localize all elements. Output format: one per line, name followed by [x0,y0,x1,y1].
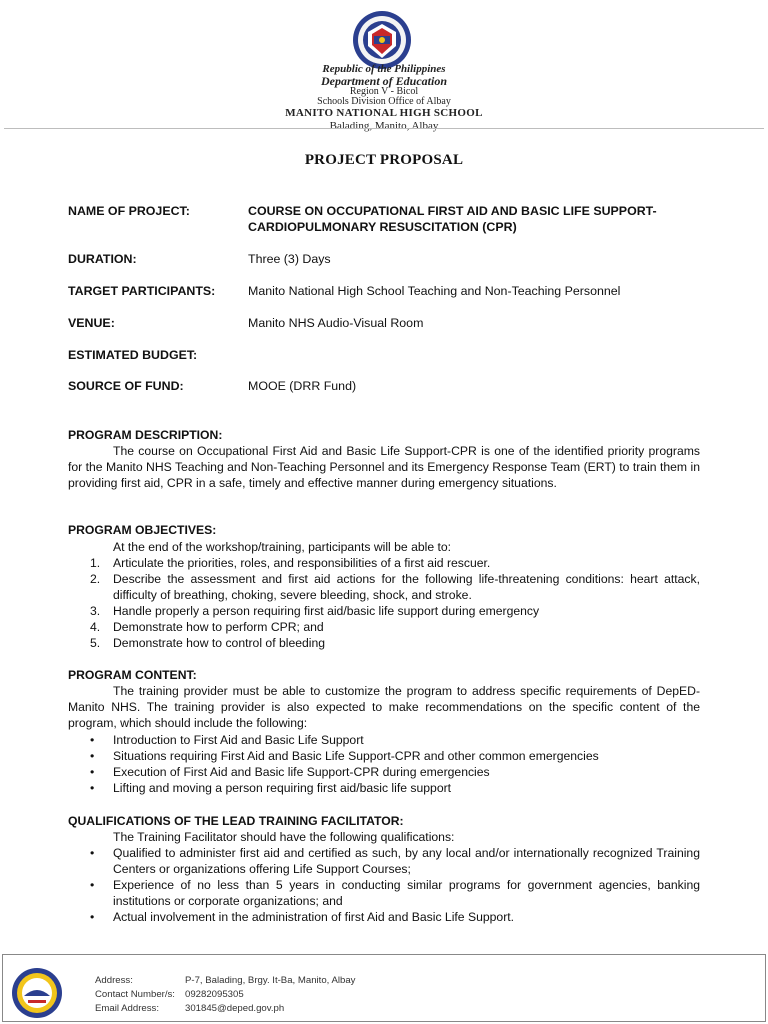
duration-value: Three (3) Days [248,252,331,266]
bullet-marker: • [90,846,95,860]
letterhead-department: Department of Education [320,74,447,88]
letterhead-region: Region V - Bicol [349,86,419,97]
footer-email-label: Email Address: [95,1003,159,1014]
list-item [68,555,700,571]
list-item [68,732,700,748]
program-objectives-heading: PROGRAM OBJECTIVES: [68,523,217,537]
list-marker: 3. [90,604,101,618]
participants-label: TARGET PARTICIPANTS: [68,284,216,298]
program-objectives-intro: At the end of the workshop/training, participants will be able to: [113,540,452,554]
list-item [68,635,700,651]
header-divider [4,128,764,129]
list-item-text: Lifting and moving a person requiring first aid/basic life support [113,781,452,795]
content-list [68,732,700,796]
program-description-text: The course on Occupational First Aid and Basic Life Support-CPR is one of the identified priority programs for the Manito NHS Teaching and Non-Teaching Personnel and its Emergency Response Team (ERT) to train them in providing first aid, CPR in a safe, timely and effective manner during emergency situations. [68,444,700,490]
list-item-text: Execution of First Aid and Basic life Support-CPR during emergencies [113,765,490,779]
footer-email-value: 301845@deped.gov.ph [185,1003,285,1014]
bullet-marker: • [90,733,95,747]
project-name-value [248,203,700,235]
list-item [68,748,700,764]
program-content-text: The training provider must be able to customize the program to address specific requirements of DepED-Manito NHS. The training provider is also expected to make recommendations on the specific content of the program, which should include the following: [68,684,700,730]
list-item-text: Experience of no less than 5 years in conducting similar programs for government agencies, banking institutions or corporate organizations; and [113,878,700,908]
list-item-text: Demonstrate how to control of bleeding [113,636,326,650]
bullet-marker: • [90,781,95,795]
letterhead-republic: Republic of the Philippines [322,63,446,75]
program-content-heading: PROGRAM CONTENT: [68,668,197,682]
list-item-text: Handle properly a person requiring first aid/basic life support during emergency [113,604,540,618]
letterhead-school: MANITO NATIONAL HIGH SCHOOL [285,107,483,119]
bullet-marker: • [90,765,95,779]
list-item [68,780,700,796]
list-item-text: Demonstrate how to perform CPR; and [113,620,324,634]
list-item [68,909,700,925]
qualifications-intro: The Training Facilitator should have the following qualifications: [113,830,455,844]
list-item-text: Situations requiring First Aid and Basic Life Support-CPR and other common emergencies [113,749,599,763]
list-item-text: Qualified to administer first aid and certified as such, by any local and/or internationally recognized Training Centers or organizations offering Life Support Courses; [113,846,700,876]
deped-seal-icon [352,10,412,70]
qualifications-heading: QUALIFICATIONS OF THE LEAD TRAINING FACILITATOR: [68,814,404,828]
list-item [68,845,700,877]
letterhead-division: Schools Division Office of Albay [317,96,451,107]
project-name-line2: CARDIOPULMONARY RESUSCITATION (CPR) [248,220,517,234]
list-item [68,764,700,780]
school-logo-icon [6,966,68,1020]
list-item-text: Actual involvement in the administration of first Aid and Basic Life Support. [113,910,515,924]
footer-address-label: Address: [95,975,133,986]
letterhead-address: Balading, Manito, Albay [329,120,439,132]
project-name-label: NAME OF PROJECT: [68,204,190,218]
list-marker: 2. [90,572,101,586]
venue-label: VENUE: [68,316,115,330]
list-item [68,571,700,603]
list-item [68,619,700,635]
qualifications-list [68,845,700,925]
list-marker: 5. [90,636,101,650]
program-description-heading: PROGRAM DESCRIPTION: [68,428,223,442]
list-marker: 4. [90,620,101,634]
list-item-text: Articulate the priorities, roles, and responsibilities of a first aid rescuer. [113,556,491,570]
list-item-text: Describe the assessment and first aid actions for the following life-threatening conditions: heart attack, difficulty of breathing, choking, severe bleeding, shock, and stroke. [113,572,700,602]
duration-label: DURATION: [68,252,137,266]
footer-contact-value: 09282095305 [185,989,244,1000]
objectives-list [68,555,700,651]
bullet-marker: • [90,749,95,763]
list-marker: 1. [90,556,101,570]
list-item [68,603,700,619]
venue-value: Manito NHS Audio-Visual Room [248,316,424,330]
footer-contact-label: Contact Number/s: [95,989,175,1000]
budget-label: ESTIMATED BUDGET: [68,348,198,362]
fund-label: SOURCE OF FUND: [68,379,184,393]
project-name-line1: COURSE ON OCCUPATIONAL FIRST AID AND BASIC LIFE SUPPORT- [248,204,657,218]
bullet-marker: • [90,910,95,924]
footer-address-value: P-7, Balading, Brgy. It-Ba, Manito, Albay [185,975,356,986]
bullet-marker: • [90,878,95,892]
fund-value: MOOE (DRR Fund) [248,379,357,393]
list-item-text: Introduction to First Aid and Basic Life Support [113,733,364,747]
participants-value: Manito National High School Teaching and Non-Teaching Personnel [248,284,621,298]
list-item [68,877,700,909]
document-title: PROJECT PROPOSAL [304,152,464,168]
